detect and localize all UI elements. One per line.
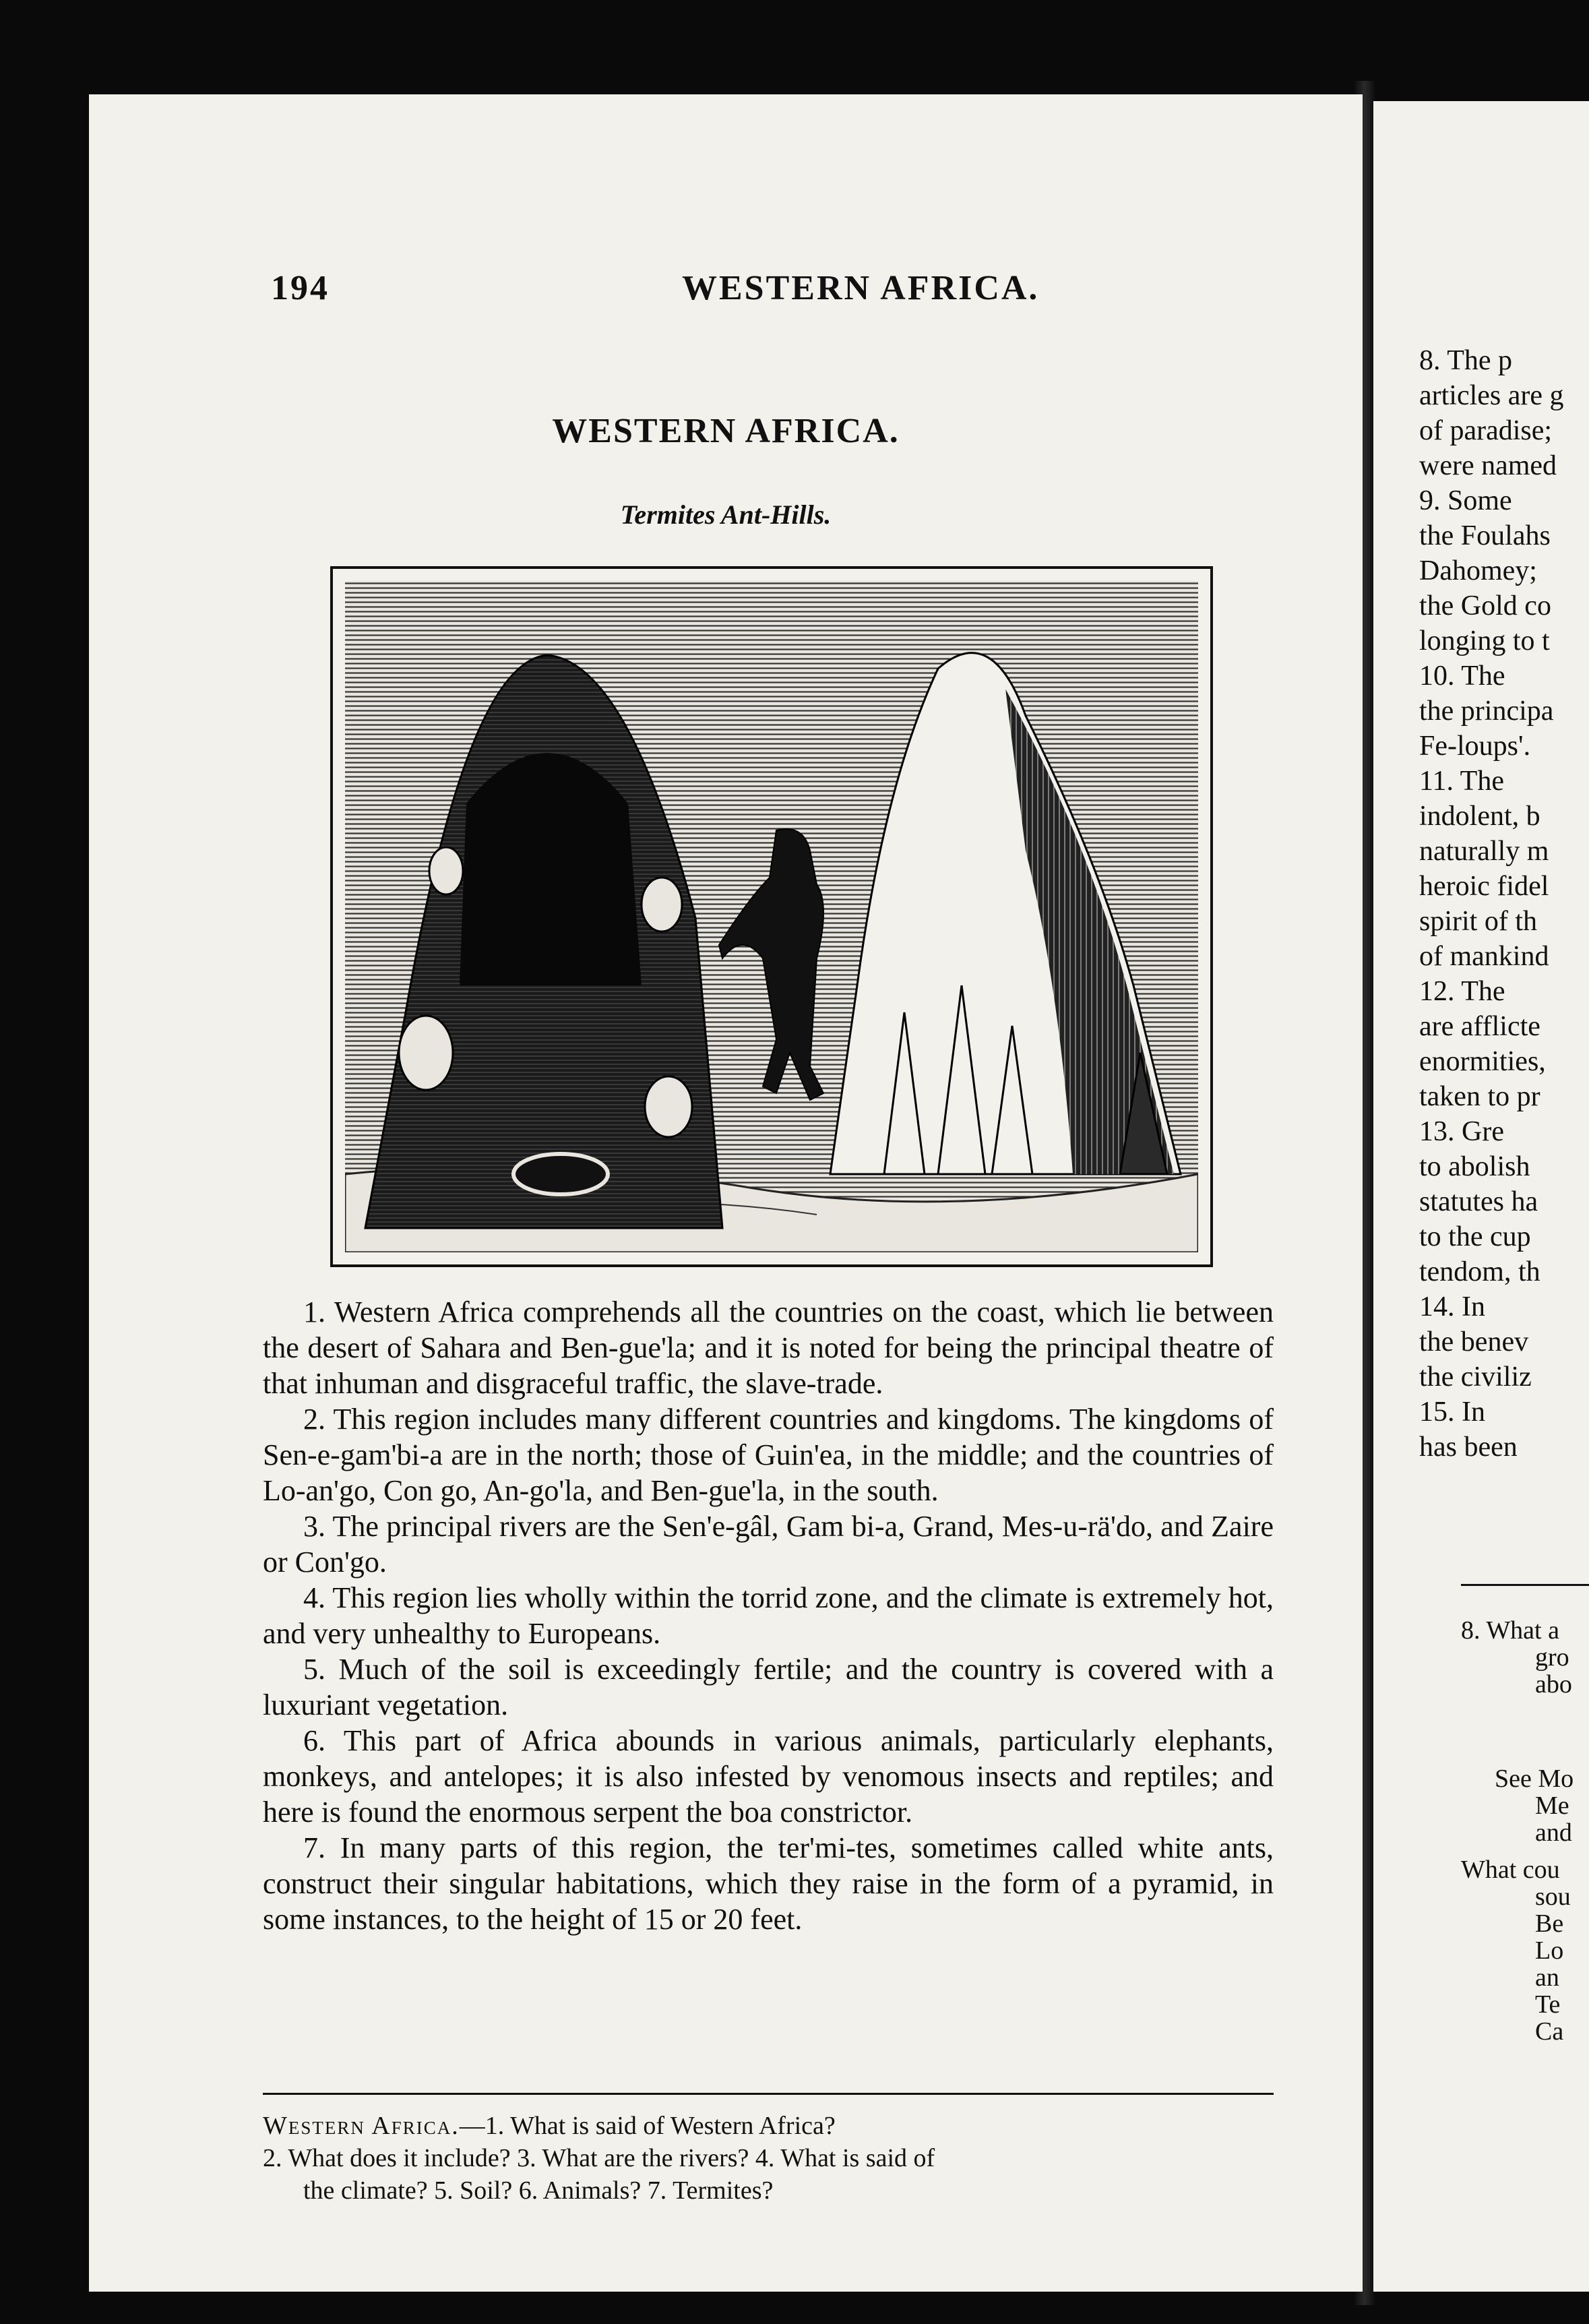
- termite-hills-engraving: [330, 566, 1213, 1267]
- paragraph-6: 6. This part of Africa abounds in various animals, particularly elephants, monkeys, and antelopes; it is also infested by venomous insects and reptiles; and here is found the enormous serpent the boa constrictor.: [263, 1724, 1274, 1829]
- right-page-question-fragment: Ca: [1535, 2017, 1564, 2046]
- right-page-question-fragment: sou: [1535, 1883, 1571, 1911]
- right-page-line: to the cup: [1419, 1221, 1531, 1252]
- right-page-line: 13. Gre: [1419, 1116, 1504, 1147]
- right-page-line: has been: [1419, 1432, 1518, 1463]
- illustration-caption: Termites Ant-Hills.: [620, 499, 832, 530]
- right-page-question-fragment: and: [1535, 1818, 1572, 1847]
- right-page-line: articles are g: [1419, 380, 1564, 411]
- right-page-line: the principa: [1419, 696, 1554, 727]
- right-footnote-rule: [1461, 1584, 1589, 1586]
- body-text: [263, 1294, 1274, 1937]
- right-page-question-fragment: gro: [1535, 1643, 1569, 1672]
- footnote-rule: [263, 2093, 1274, 2095]
- right-page-line: 12. The: [1419, 976, 1505, 1007]
- right-page-line: enormities,: [1419, 1046, 1546, 1077]
- right-page-line: tendom, th: [1419, 1256, 1540, 1287]
- right-page-question-fragment: an: [1535, 1963, 1559, 1992]
- right-page-line: Dahomey;: [1419, 555, 1537, 586]
- section-title: WESTERN AFRICA.: [552, 412, 900, 450]
- right-page-question-fragment: Be: [1535, 1909, 1564, 1938]
- right-page-line: the Foulahs: [1419, 520, 1551, 551]
- right-page-line: naturally m: [1419, 836, 1549, 867]
- right-page-line: of mankind: [1419, 941, 1549, 972]
- right-page-question-fragment: See Mo: [1495, 1765, 1574, 1793]
- right-page-line: 15. In: [1419, 1397, 1485, 1428]
- question-line-2: 2. What does it include? 3. What are the rivers? 4. What is said of: [263, 2144, 935, 2172]
- right-page: [1373, 101, 1589, 2292]
- right-page-line: the benev: [1419, 1326, 1529, 1357]
- right-page-line: 8. The p: [1419, 345, 1513, 376]
- right-page-line: statutes ha: [1419, 1186, 1538, 1217]
- right-page-line: to abolish: [1419, 1151, 1530, 1182]
- question-line-1: [263, 2110, 1274, 2142]
- paragraph-4: 4. This region lies wholly within the torrid zone, and the climate is extremely hot, and very unhealthy to Europeans.: [263, 1581, 1274, 1650]
- right-page-line: are afflicte: [1419, 1011, 1540, 1042]
- right-page-line: taken to pr: [1419, 1081, 1540, 1112]
- right-page-line: the civiliz: [1419, 1362, 1532, 1393]
- questions-heading: Western Africa.: [263, 2112, 460, 2140]
- right-page-question-fragment: 8. What a: [1461, 1616, 1559, 1645]
- right-page-line: indolent, b: [1419, 801, 1540, 832]
- right-page-line: heroic fidel: [1419, 871, 1549, 902]
- right-page-question-fragment: Te: [1535, 1990, 1561, 2019]
- page-number: 194: [271, 269, 330, 307]
- right-page-question-fragment: Me: [1535, 1792, 1569, 1820]
- right-page-line: 9. Some: [1419, 485, 1512, 516]
- right-page-line: 11. The: [1419, 766, 1504, 797]
- right-page-line: of paradise;: [1419, 415, 1553, 446]
- paragraph-1: 1. Western Africa comprehends all the countries on the coast, which lie between the desert of Sahara and Ben-gue'la; and it is noted for being the principal theatre of that inhuman and disgraceful traffic, the slave-trade.: [263, 1295, 1274, 1400]
- right-page-line: spirit of th: [1419, 906, 1537, 937]
- paragraph-2: 2. This region includes many different countries and kingdoms. The kingdoms of Sen-e-gam'bi-a are in the north; those of Guin'ea, in the middle; and the countries of Lo-an'go, Con go, An-go'la, and Ben-gue'la, in the south.: [263, 1403, 1274, 1507]
- review-questions: [263, 2110, 1274, 2207]
- engraving-image: [345, 581, 1198, 1252]
- right-page-line: 10. The: [1419, 661, 1505, 692]
- right-page-question-fragment: Lo: [1535, 1936, 1564, 1965]
- right-page-line: 14. In: [1419, 1291, 1485, 1322]
- right-page-line: longing to t: [1419, 625, 1550, 656]
- paragraph-7: 7. In many parts of this region, the ter'mi-tes, sometimes called white ants, construct their singular habitations, which they raise in the form of a pyramid, in some instances, to the height of 15 or 20 feet.: [263, 1831, 1274, 1936]
- right-page-line: were named: [1419, 450, 1557, 481]
- right-page-question-fragment: What cou: [1461, 1856, 1560, 1884]
- paragraph-5: 5. Much of the soil is exceedingly fertile; and the country is covered with a luxuriant vegetation.: [263, 1653, 1274, 1721]
- right-page-question-fragment: abo: [1535, 1670, 1572, 1699]
- right-page-line: the Gold co: [1419, 590, 1551, 621]
- question-text-1: —1. What is said of Western Africa?: [459, 2112, 836, 2140]
- question-line-3: the climate? 5. Soil? 6. Animals? 7. Termites?: [303, 2176, 774, 2205]
- paragraph-3: 3. The principal rivers are the Sen'e-gâl, Gam bi-a, Grand, Mes-u-rä'do, and Zaire or Con'go.: [263, 1510, 1274, 1579]
- running-title: WESTERN AFRICA.: [682, 269, 1040, 307]
- left-page: [89, 94, 1363, 2292]
- right-page-line: Fe-loups'.: [1419, 731, 1531, 762]
